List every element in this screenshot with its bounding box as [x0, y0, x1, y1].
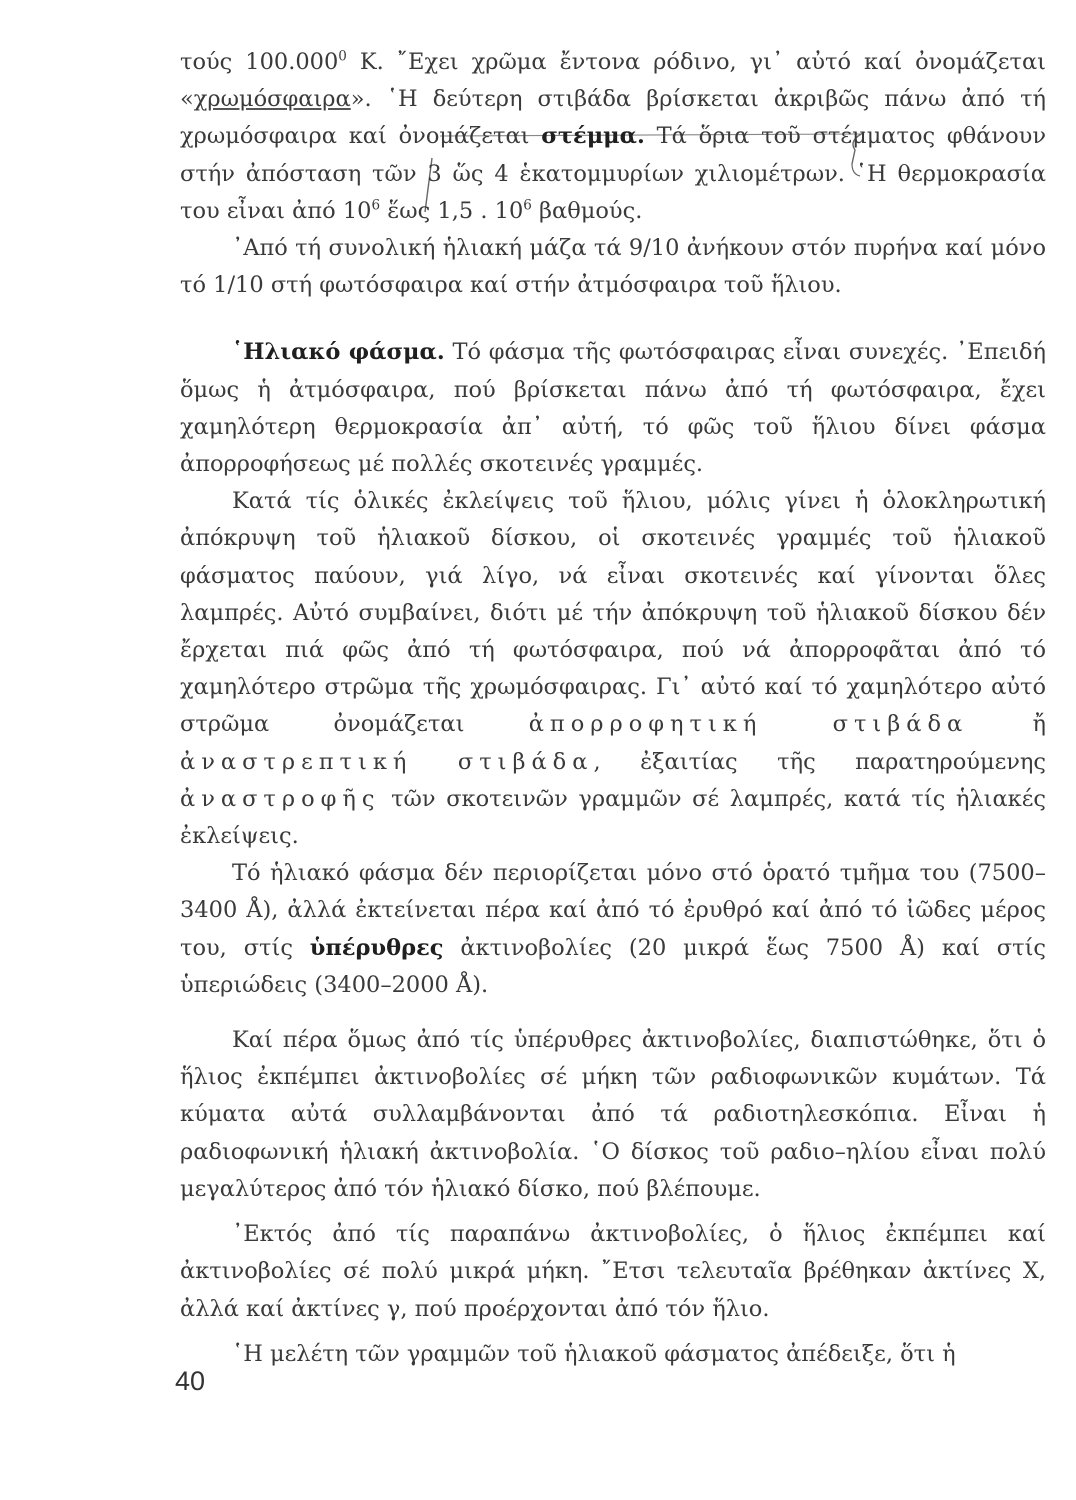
term-reversing-layer: ἀναστρεπτική στιβάδα: [180, 748, 594, 775]
term-infrared: ὑπέρυθρες: [309, 934, 444, 961]
term-reversal: ἀναστροφῆς: [180, 785, 381, 812]
term-corona: στέμμα.: [541, 123, 645, 150]
paragraph-4: Κατά τίς ὁλικές ἐκλείψεις τοῦ ἥλιου, μόλις γίνει ἡ ὁλοκληρωτική ἀπόκρυψη τοῦ ἡλιακοῦ δίσκου, οἱ σκοτεινές γραμμές τοῦ ἡλιακοῦ φάσματος παύουν, γιά λίγο, νά εἶναι σκοτεινές καί γίνονται ὅλες λαμπρές. Αὐτό συμβαίνει, διότι μέ τήν ἀπόκρυψη τοῦ ἡλιακοῦ δίσκου δέν ἔρχεται πιά φῶς ἀπό τή φωτόσφαιρα, πού νά ἀπορροφᾶται ἀπό τό χαμηλότερο στρῶμα τῆς χρωμόσφαιρας. Γι᾽ αὐτό καί τό χαμηλότερο αὐτό στρῶμα ὀνομάζεται ἀπορροφητική στιβάδα ἤ ἀναστρεπτική στιβάδα, ἐξαιτίας τῆς παρατηρούμενης ἀναστροφῆς τῶν σκοτεινῶν γραμμῶν σέ λαμπρές, κατά τίς ἡλιακές ἐκλείψεις.: [180, 488, 1046, 850]
term-absorbing-layer: ἀπορροφητική στιβάδα: [528, 711, 969, 738]
paragraph-7: ᾽Εκτός ἀπό τίς παραπάνω ἀκτινοβολίες, ὁ ἥλιος ἐκπέμπει καί ἀκτινοβολίες σέ πολύ μικρά μήκη. ῎Ετσι τελευταῖα βρέθηκαν ἀκτίνες Χ, ἀλλά καί ἀκτίνες γ, πού προέρχονται ἀπό τόν ἥλιο.: [180, 1221, 1046, 1322]
body-text: [180, 44, 1046, 1373]
section-heading-solar-spectrum: ῾Ηλιακό φάσμα.: [232, 339, 445, 366]
paragraph-2: ᾽Από τή συνολική ἡλιακή μάζα τά 9/10 ἀνήκουν στόν πυρήνα καί μόνο τό 1/10 στή φωτόσφαιρα καί στήν ἀτμόσφαιρα τοῦ ἥλιου.: [180, 235, 1046, 299]
paragraph-8: ῾Η μελέτη τῶν γραμμῶν τοῦ ἡλιακοῦ φάσματος ἀπέδειξε, ὅτι ἡ: [232, 1340, 956, 1367]
paragraph-5: Τό ἡλιακό φάσμα δέν περιορίζεται μόνο στό ὁρατό τμῆμα του (7500–3400 Å), ἀλλά ἐκτείνεται πέρα καί ἀπό τό ἐρυθρό καί ἀπό τό ἰῶδες μέρος του, στίς ὑπέρυθρες ἀκτινοβολίες (20 μικρά ἕως 7500 Å) καί στίς ὑπεριώδεις (3400–2000 Å).: [180, 860, 1047, 998]
page-number: 40: [175, 1366, 206, 1396]
paragraph-3: ῾Ηλιακό φάσμα. Τό φάσμα τῆς φωτόσφαιρας εἶναι συνεχές. ᾽Επειδή ὅμως ἡ ἀτμόσφαιρα, πού βρίσκεται πάνω ἀπό τή φωτόσφαιρα, ἔχει χαμηλότερη θερμοκρασία ἀπ᾽ αὐτή, τό φῶς τοῦ ἥλιου δίνει φάσμα ἀπορροφήσεως μέ πολλές σκοτεινές γραμμές.: [180, 339, 1046, 478]
paragraph-1: τούς 100.000$^0$ Κ. ῎Εχει χρῶμα ἔντονα ρόδινο, γι᾽ αὐτό καί ὀνομάζεται «χρωμόσφαιρα». ῾Η δεύτερη στιβάδα βρίσκεται ἀκριβῶς πάνω ἀπό τή χρωμόσφαιρα καί ὀνομάζεται στέμμα. Τά ὅρια τοῦ στέμματος φθάνουν στήν ἀπόσταση τῶν 3 ὥς 4 ἑκατομμυρίων χιλιομέτρων. ῾Η θερμοκρασία του εἶναι ἀπό $10^6$ ἕως 1,5 . $10^6$ βαθμούς.: [180, 48, 1046, 224]
paragraph-6: Καί πέρα ὅμως ἀπό τίς ὑπέρυθρες ἀκτινοβολίες, διαπιστώθηκε, ὅτι ὁ ἥλιος ἐκπέμπει ἀκτινοβολίες σέ μήκη τῶν ραδιοφωνικῶν κυμάτων. Τά κύματα αὐτά συλλαμβάνονται ἀπό τά ραδιοτηλεσκόπια. Εἶναι ἡ ραδιοφωνική ἡλιακή ἀκτινοβολία. ῾Ο δίσκος τοῦ ραδιο–ηλίου εἶναι πολύ μεγαλύτερος ἀπό τόν ἡλιακό δίσκο, πού βλέπουμε.: [180, 1027, 1046, 1202]
term-chromosphere: χρωμόσφαιρα: [193, 86, 351, 113]
